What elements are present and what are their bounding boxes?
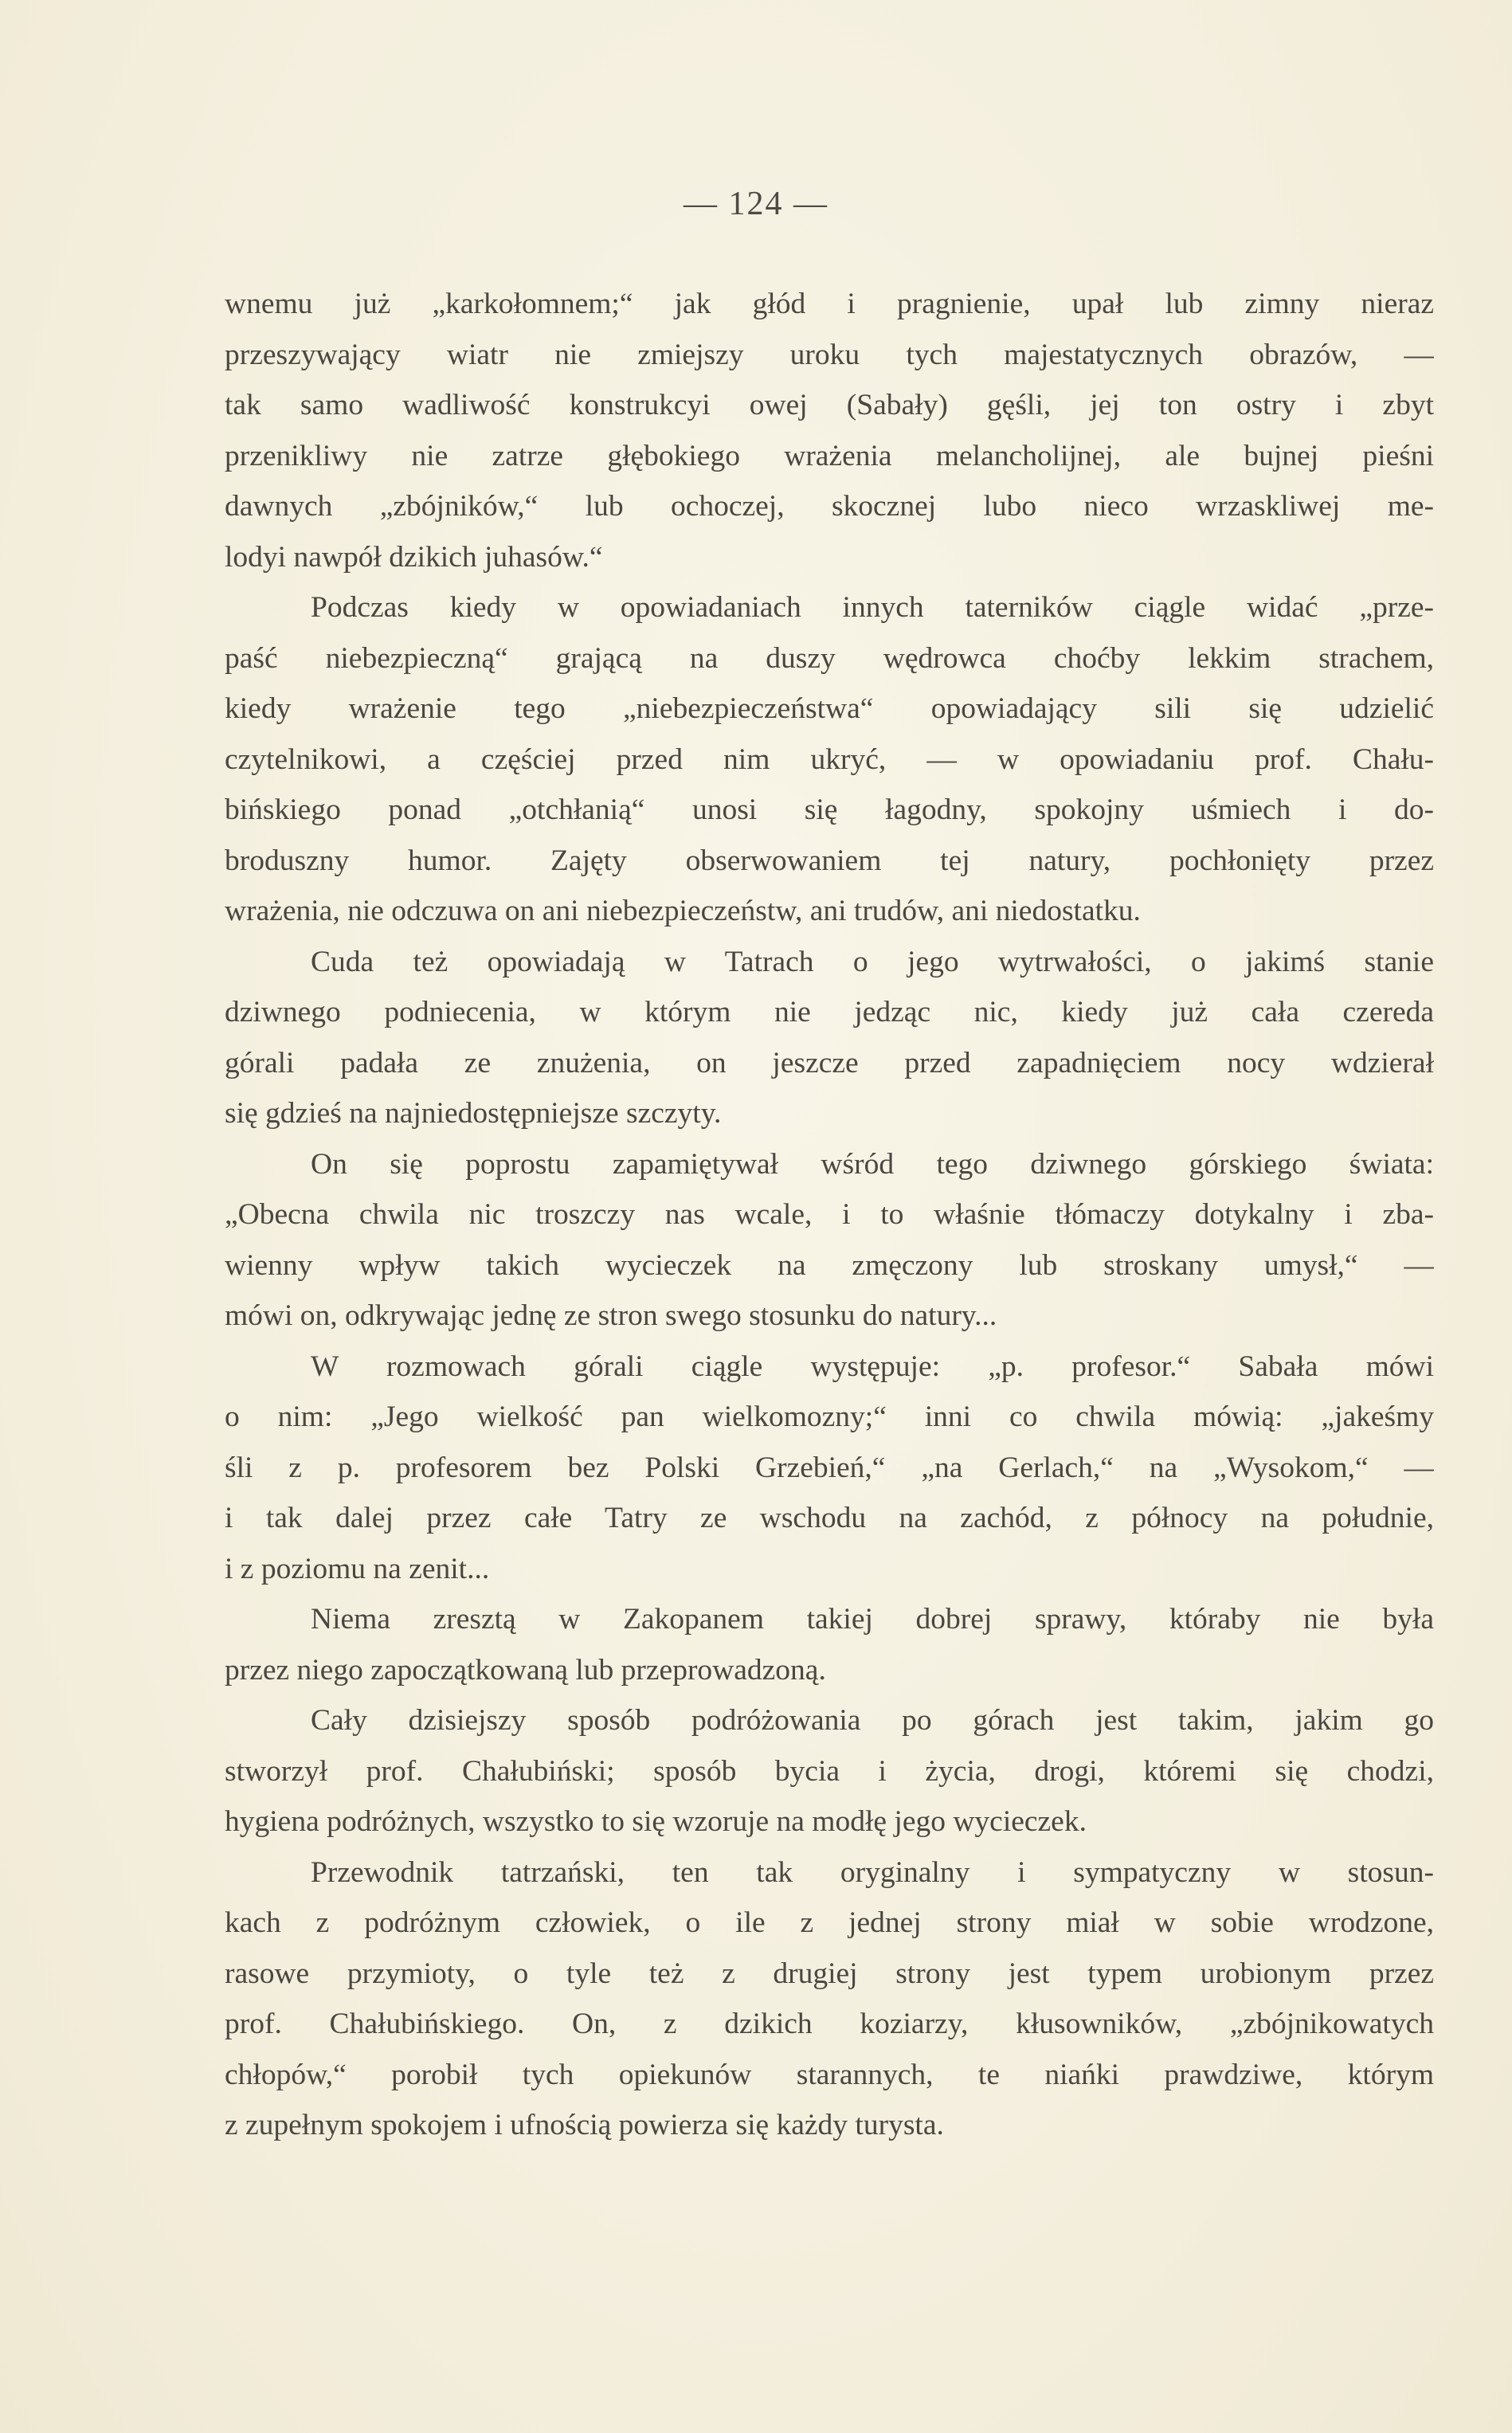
text-line: dziwnego podniecenia, w którym nie jedząc nic, kiedy już cała czereda (225, 996, 1434, 1028)
text-line: lodyi nawpół dzikich juhasów.“ (225, 540, 603, 574)
text-line: kiedy wrażenie tego „niebezpieczeństwa“ opowiadający sili się udzielić (225, 692, 1434, 725)
text-line: czytelnikowi, a częściej przed nim ukryć, — w opowiadaniu prof. Chału- (225, 742, 1434, 776)
text-line: hygiena podróżnych, wszystko to się wzoruje na modłę jego wycieczek. (225, 1805, 1087, 1838)
text-line: i z poziomu na zenit... (225, 1552, 490, 1585)
text-line: W rozmowach górali ciągle występuje: „p. profesor.“ Sabała mówi (311, 1350, 1434, 1383)
text-line: broduszny humor. Zajęty obserwowaniem tej natury, pochłonięty przez (225, 844, 1434, 877)
text-line: On się poprostu zapamiętywał wśród tego dziwnego górskiego świata: (311, 1147, 1434, 1181)
page-number: — 124 — (684, 186, 828, 222)
text-line: stworzył prof. Chałubiński; sposób bycia i życia, drogi, któremi się chodzi, (225, 1754, 1434, 1788)
text-line: i tak dalej przez całe Tatry ze wschodu na zachód, z północy na południe, (225, 1502, 1434, 1534)
text-line: Przewodnik tatrzański, ten tak oryginalny i sympatyczny w stosun- (311, 1855, 1434, 1889)
text-line: chłopów,“ porobił tych opiekunów starannych, te niańki prawdziwe, którym (225, 2058, 1434, 2091)
text-line: „Obecna chwila nic troszczy nas wcale, i to właśnie tłómaczy dotykalny i zba- (225, 1198, 1434, 1231)
text-line: przeszywający wiatr nie zmiejszy uroku tych majestatycznych obrazów, — (225, 338, 1434, 371)
text-line: Cały dzisiejszy sposób podróżowania po górach jest takim, jakim go (311, 1704, 1434, 1737)
text-line: mówi on, odkrywając jednę ze stron swego stosunku do natury... (225, 1299, 997, 1332)
body-text (225, 279, 1434, 2151)
text-line: wnemu już „karkołomnem;“ jak głód i pragnienie, upał lub zimny nieraz (225, 288, 1434, 320)
text-line: z zupełnym spokojem i ufnością powierza się każdy turysta. (225, 2109, 944, 2141)
text-line: prof. Chałubińskiego. On, z dzikich koziarzy, kłusowników, „zbójnikowatych (225, 2008, 1434, 2040)
text-line: górali padała ze znużenia, on jeszcze przed zapadnięciem nocy wdzierał (225, 1046, 1434, 1079)
text-line: Cuda też opowiadają w Tatrach o jego wytrwałości, o jakimś stanie (311, 945, 1434, 978)
text-line: Niema zresztą w Zakopanem takiej dobrej sprawy, któraby nie była (311, 1603, 1434, 1636)
text-line: Podczas kiedy w opowiadaniach innych taterników ciągle widać „prze- (311, 591, 1434, 624)
text-line: dawnych „zbójników,“ lub ochoczej, skocznej lubo nieco wrzaskliwej me- (225, 490, 1434, 523)
text-line: śli z p. profesorem bez Polski Grzebień,“ „na Gerlach,“ na „Wysokom,“ — (225, 1451, 1434, 1484)
text-line: wienny wpływ takich wycieczek na zmęczony lub stroskany umysł,“ — (225, 1248, 1434, 1282)
text-line: rasowe przymioty, o tyle też z drugiej strony jest typem urobionym przez (225, 1957, 1434, 1990)
text-line: wrażenia, nie odczuwa on ani niebezpieczeństw, ani trudów, ani niedostatku. (225, 895, 1141, 927)
text-line: bińskiego ponad „otchłanią“ unosi się łagodny, spokojny uśmiech i do- (225, 793, 1434, 826)
text-line: kach z podróżnym człowiek, o ile z jednej strony miał w sobie wrodzone, (225, 1906, 1434, 1939)
text-line: się gdzieś na najniedostępniejsze szczyty. (225, 1097, 722, 1130)
text-line: przenikliwy nie zatrze głębokiego wrażenia melancholijnej, ale bujnej pieśni (225, 439, 1434, 472)
text-line: przez niego zapoczątkowaną lub przeprowadzoną. (225, 1653, 826, 1687)
text-line: tak samo wadliwość konstrukcyi owej (Sabały) gęśli, jej ton ostry i zbyt (225, 389, 1434, 421)
text-line: paść niebezpieczną“ grającą na duszy wędrowca choćby lekkim strachem, (225, 641, 1434, 675)
text-line: o nim: „Jego wielkość pan wielkomozny;“ inni co chwila mówią: „jakeśmy (225, 1401, 1434, 1433)
